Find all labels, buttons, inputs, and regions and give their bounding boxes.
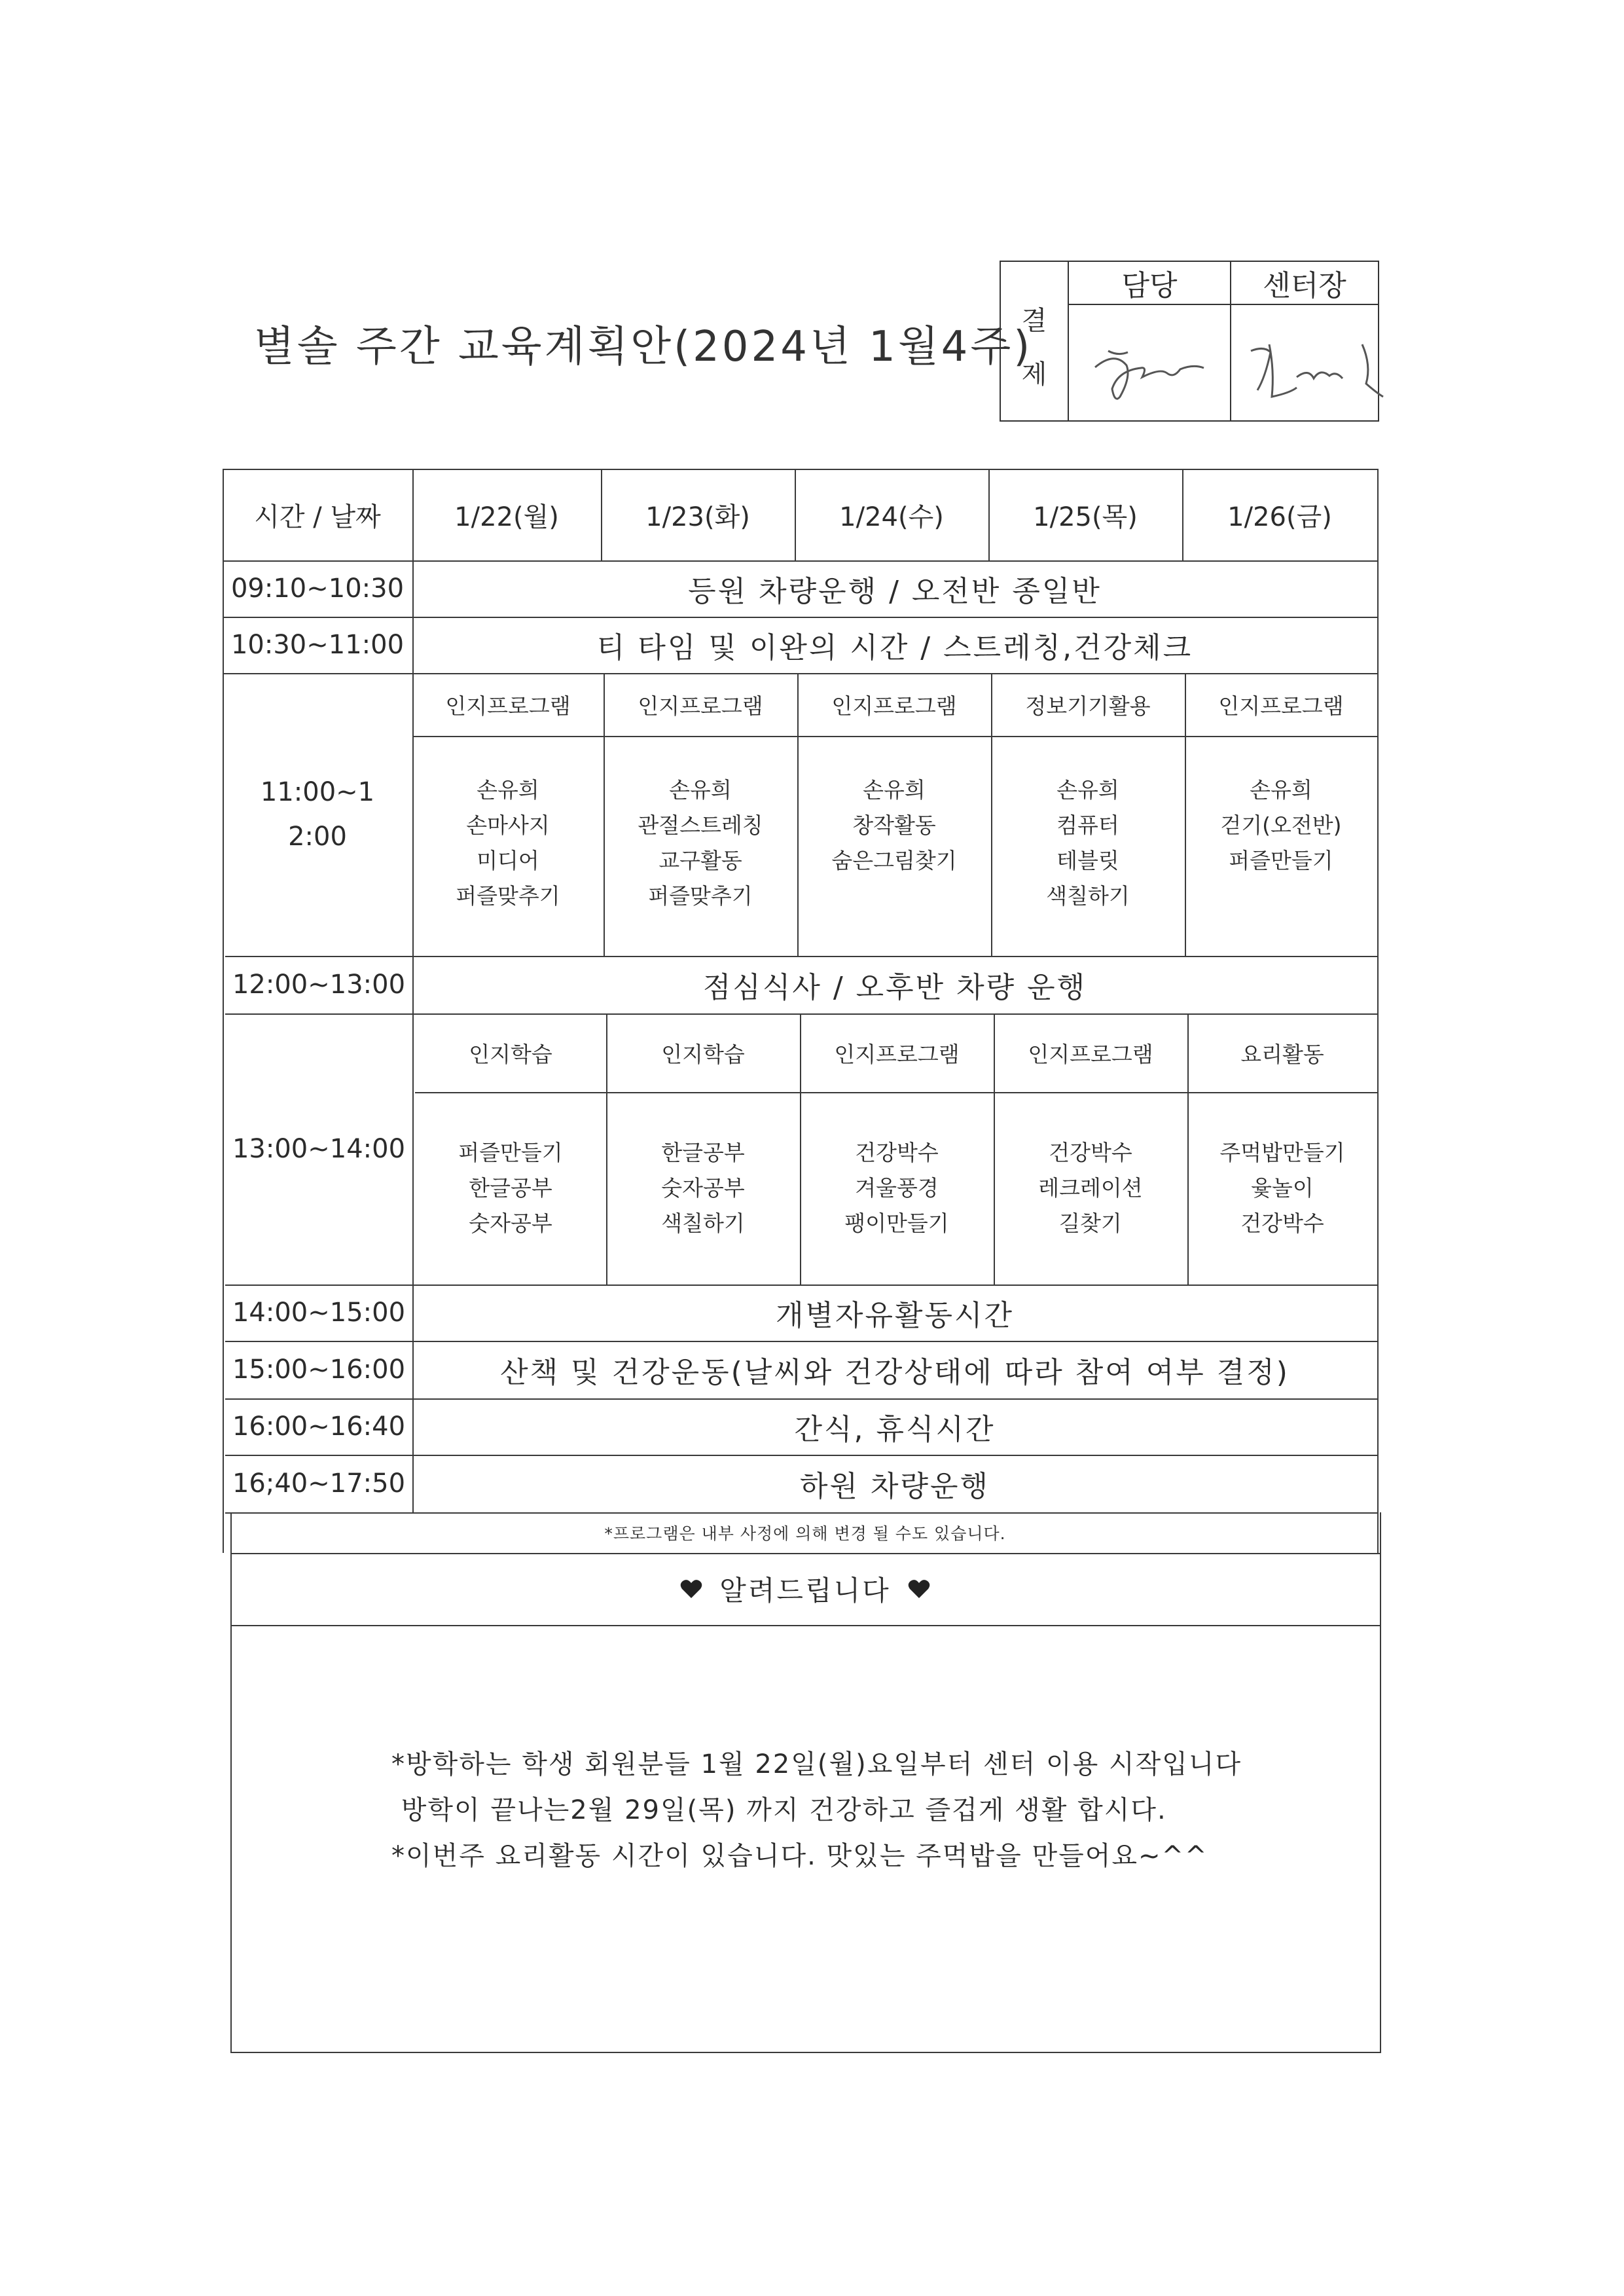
approval-col-director: 센터장	[1231, 262, 1378, 305]
detail-item: 숨은그림찾기	[831, 848, 957, 873]
detail-item: 주먹밥만들기	[1219, 1140, 1345, 1165]
detail-item: 창작활동	[852, 812, 936, 838]
program-details	[415, 1135, 606, 1241]
detail-item: 색칠하기	[1046, 883, 1130, 909]
time-slot-line: 11:00~1	[260, 777, 375, 807]
day-header-wed: 1/24(수)	[839, 501, 944, 532]
detail-item: 테블릿	[1056, 848, 1119, 873]
approval-label-char: 제	[1021, 359, 1047, 390]
program-details	[1185, 773, 1377, 879]
day-header-tue: 1/23(화)	[645, 501, 750, 532]
program-category: 정보기기활용	[1025, 693, 1151, 719]
detail-item: 손유희	[1250, 777, 1312, 803]
activity-merged: 등원 차량운행 / 오전반 종일반	[688, 575, 1102, 608]
detail-item: 손유희	[863, 777, 926, 803]
program-category: 인지학습	[661, 1041, 745, 1067]
approval-label-char: 결	[1021, 306, 1047, 336]
activity-merged: 하원 차량운행	[799, 1470, 990, 1503]
detail-item: 건강박수	[1240, 1211, 1324, 1236]
program-category: 인지프로그램	[638, 693, 763, 719]
time-slot: 12:00~13:00	[232, 970, 406, 1000]
detail-item: 손유희	[477, 777, 539, 803]
detail-item: 미디어	[477, 848, 539, 873]
notice-line: *방학하는 학생 회원분들 1월 22일(월)요일부터 센터 이용 시작입니다	[391, 1749, 1242, 1779]
program-category: 인지프로그램	[1028, 1041, 1153, 1067]
detail-item: 퍼즐맞추기	[456, 883, 560, 909]
notice-line: 방학이 끝나는2월 29일(목) 까지 건강하고 즐겁게 생활 합시다.	[391, 1795, 1167, 1825]
detail-item: 건강박수	[855, 1140, 939, 1165]
approval-label	[1001, 262, 1069, 420]
detail-item: 퍼즐만들기	[458, 1140, 563, 1165]
time-slot: 16;40~17:50	[232, 1468, 406, 1499]
heart-icon	[908, 1579, 930, 1599]
program-category: 요리활동	[1240, 1041, 1324, 1067]
detail-item: 겨울풍경	[855, 1175, 939, 1201]
activity-merged: 점심식사 / 오후반 차량 운행	[702, 971, 1087, 1004]
program-details	[1187, 1135, 1377, 1241]
day-header-thu: 1/25(목)	[1033, 501, 1138, 532]
approval-box	[1000, 261, 1379, 422]
notice-heading: 알려드립니다	[719, 1575, 891, 1607]
detail-item: 걷기(오전반)	[1220, 812, 1342, 838]
detail-item: 길찾기	[1059, 1211, 1122, 1236]
director-signature	[1231, 305, 1378, 422]
activity-merged: 간식, 휴식시간	[794, 1413, 996, 1446]
program-details	[797, 773, 991, 879]
detail-item: 팽이만들기	[844, 1211, 949, 1236]
program-category: 인지프로그램	[831, 693, 957, 719]
time-slot: 16:00~16:40	[232, 1412, 406, 1442]
program-category: 인지프로그램	[1218, 693, 1344, 719]
approval-col-manager: 담당	[1069, 262, 1231, 305]
program-details	[412, 773, 604, 914]
program-details	[606, 1135, 800, 1241]
time-slot: 13:00~14:00	[232, 1134, 406, 1164]
detail-item: 손마사지	[466, 812, 550, 838]
notice-line: *이번주 요리활동 시간이 있습니다. 맛있는 주먹밥을 만들어요~^^	[391, 1841, 1208, 1871]
time-slot: 09:10~10:30	[230, 574, 405, 604]
detail-item: 숫자공부	[661, 1175, 745, 1201]
program-category: 인지프로그램	[834, 1041, 960, 1067]
detail-item: 건강박수	[1049, 1140, 1132, 1165]
day-header-fri: 1/26(금)	[1227, 501, 1332, 532]
activity-merged: 티 타임 및 이완의 시간 / 스트레칭,건강체크	[596, 631, 1193, 665]
detail-item: 손유희	[669, 777, 732, 803]
detail-item: 교구활동	[659, 848, 742, 873]
program-details	[604, 773, 797, 914]
notice-body	[391, 1741, 1242, 1879]
detail-item: 레크레이션	[1038, 1175, 1143, 1201]
table-footnote: *프로그램은 내부 사정에 의해 변경 될 수도 있습니다.	[604, 1524, 1006, 1543]
detail-item: 컴퓨터	[1056, 812, 1119, 838]
heart-icon	[680, 1579, 702, 1599]
detail-item: 관절스트레칭	[638, 812, 763, 838]
detail-item: 숫자공부	[469, 1211, 552, 1236]
program-details	[800, 1135, 994, 1241]
time-slot: 10:30~11:00	[230, 630, 405, 660]
time-slot-line: 2:00	[288, 822, 347, 852]
detail-item: 색칠하기	[661, 1211, 745, 1236]
notice-heading-row	[230, 1553, 1380, 1625]
manager-signature	[1069, 305, 1231, 422]
time-slot: 15:00~16:00	[232, 1355, 406, 1385]
program-category: 인지프로그램	[445, 693, 571, 719]
detail-item: 손유희	[1056, 777, 1119, 803]
page-title: 별솔 주간 교육계획안(2024년 1월4주)	[254, 323, 1033, 371]
program-details	[994, 1135, 1187, 1241]
detail-item: 한글공부	[661, 1140, 745, 1165]
activity-merged: 개별자유활동시간	[775, 1299, 1015, 1332]
time-slot: 14:00~15:00	[232, 1298, 406, 1328]
detail-item: 퍼즐맞추기	[648, 883, 753, 909]
day-header-mon: 1/22(월)	[454, 501, 559, 532]
time-date-header: 시간 / 날짜	[254, 501, 381, 532]
detail-item: 퍼즐만들기	[1229, 848, 1333, 873]
activity-merged: 산책 및 건강운동(날씨와 건강상태에 따라 참여 여부 결정)	[500, 1356, 1290, 1389]
program-details	[991, 773, 1185, 914]
detail-item: 윷놀이	[1251, 1175, 1314, 1201]
program-category: 인지학습	[469, 1041, 552, 1067]
time-slot	[223, 673, 412, 956]
detail-item: 한글공부	[469, 1175, 552, 1201]
